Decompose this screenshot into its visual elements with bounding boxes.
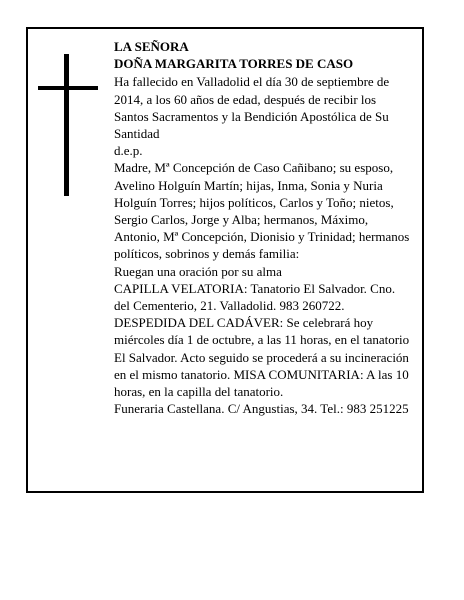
deceased-name: DOÑA MARGARITA TORRES DE CASO <box>114 56 354 72</box>
funeral-home-info: Funeraria Castellana. C/ Angustias, 34. Tel.: 983 251225 <box>114 401 409 417</box>
death-info: Ha fallecido en Valladolid el día 30 de septiembre de 2014, a los 60 años de edad, después de recibir los Santos Sacramentos y la Bendición Apostólica de Su Santidad <box>114 74 390 142</box>
cross-vertical-bar <box>64 54 69 196</box>
prayer-request: Ruegan una oración por su alma <box>114 263 282 279</box>
cross-icon <box>38 54 98 196</box>
obituary-text <box>114 38 414 417</box>
cross-horizontal-bar <box>38 86 98 90</box>
wake-info: CAPILLA VELATORIA: Tanatorio El Salvador. Cno. del Cementerio, 21. Valladolid. 983 260722. <box>114 280 396 314</box>
honorific-title: LA SEÑORA <box>114 39 189 54</box>
rip-line: d.e.p. <box>114 143 143 159</box>
farewell-info: DESPEDIDA DEL CADÁVER: Se celebrará hoy miércoles día 1 de octubre, a las 11 horas, en el tanatorio El Salvador. Acto seguido se procederá a su incineración en el mismo tanatorio. MISA COMUNITARIA: A las 10 horas, en la capilla del tanatorio. <box>114 315 410 400</box>
family-list: Madre, Mª Concepción de Caso Cañibano; su esposo, Avelino Holguín Martín; hijas, Inma, Sonia y Nuria Holguín Torres; hijos políticos, Carlos y Toño; nietos, Sergio Carlos, Jorge y Alba; hermanos, Máximo, Antonio, Mª Concepción, Dionisio y Trinidad; hermanos políticos, sobrinos y demás familia: <box>114 160 410 262</box>
